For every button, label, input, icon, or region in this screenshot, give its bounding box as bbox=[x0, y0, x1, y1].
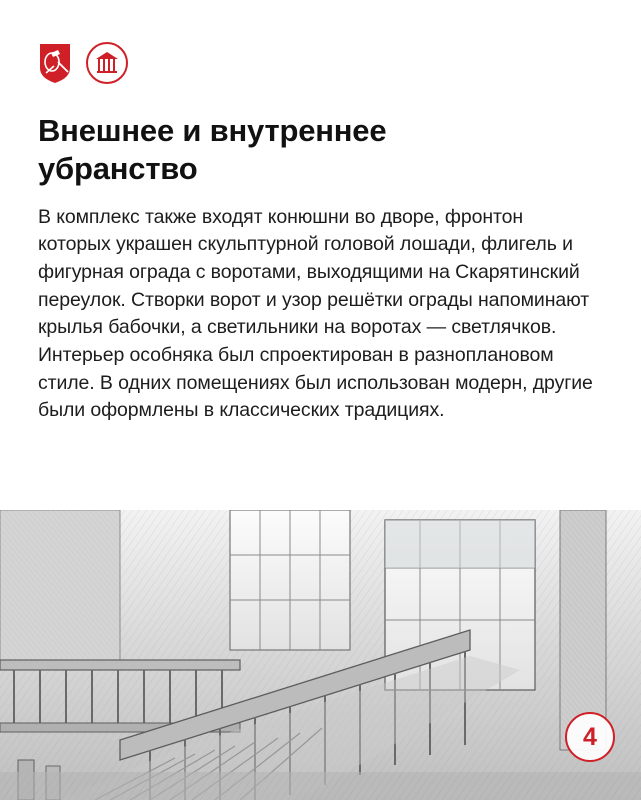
page-title: Внешнее и внутреннее убранство bbox=[38, 113, 387, 186]
pencil-sketch-staircase-interior bbox=[0, 510, 641, 800]
article-body: В комплекс также входят конюшни во дворе, фронтон которых украшен скульптурной головой лошади, флигель и фигурная ограда с воротами, выходящими на Скарятинский переулок. Створки ворот и узор решётки ограды напоминают крылья бабочки, а светильники на воротах — светлячков. Интерьер особняка был спроектирован в разноплановом стиле. В одних помещениях был использован модерн, другие были оформлены в классических традициях. bbox=[38, 205, 593, 422]
museum-emblem-logo bbox=[86, 42, 128, 84]
moscow-coat-of-arms-logo bbox=[38, 42, 72, 84]
page-number-badge: 4 bbox=[565, 712, 615, 762]
logo-row bbox=[38, 40, 603, 86]
